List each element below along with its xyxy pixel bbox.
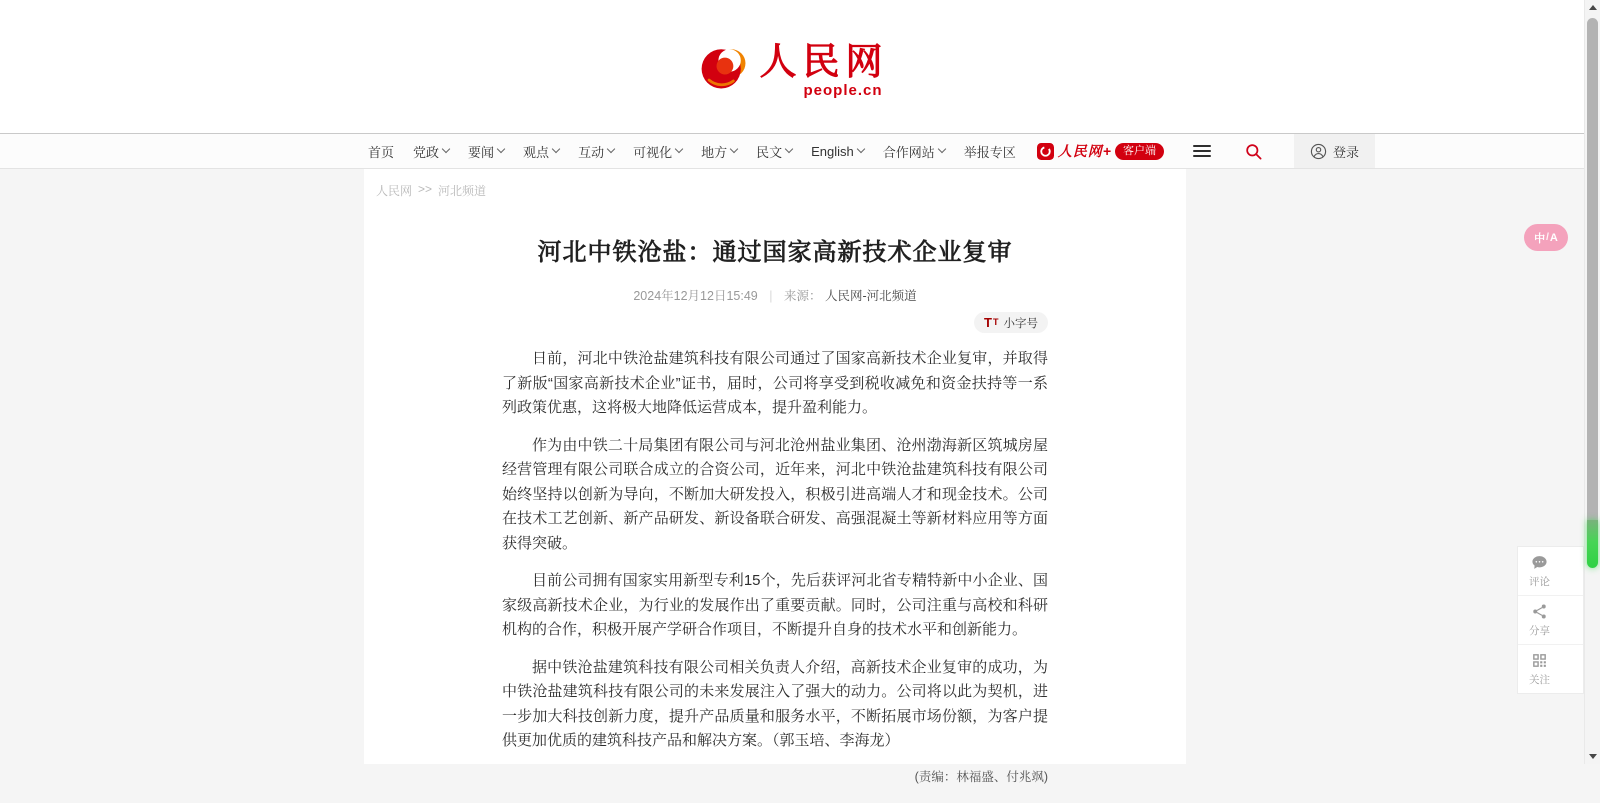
paragraph: 据中铁沧盐建筑科技有限公司相关负责人介绍，高新技术企业复审的成功，为中铁沧盐建筑科技有限公司的未来发展注入了强大的动力。公司将以此为契机，进一步加大科技创新力度，提升产品质量和服务水平，不断拓展市场份额，为客户提供更加优质的建筑科技产品和解决方案。（郭玉培、李海龙）: [502, 658, 1048, 749]
article-body: [502, 347, 1048, 754]
app-badge-tag: 客户端: [1115, 143, 1164, 160]
chevron-down-icon: [607, 145, 615, 153]
people-app-icon: [1037, 143, 1054, 160]
people-cn-logo[interactable]: [696, 39, 889, 99]
chevron-down-icon: [785, 145, 793, 153]
logo-subtitle: people.cn: [803, 81, 883, 99]
chevron-down-icon: [938, 145, 946, 153]
chevron-down-icon: [730, 145, 738, 153]
nav-item-local[interactable]: 地方: [701, 142, 737, 161]
chevron-down-icon: [857, 145, 865, 153]
scroll-progress-indicator: [1587, 520, 1598, 568]
font-size-label: 小字号: [1003, 317, 1038, 330]
search-icon: [1244, 142, 1263, 161]
login-label: 登录: [1332, 144, 1359, 160]
nav-item-opinion[interactable]: 观点: [523, 142, 559, 161]
main-nav: [0, 133, 1600, 169]
chevron-down-icon: [552, 145, 560, 153]
search-button[interactable]: [1244, 142, 1263, 161]
article-date: 2024年12月12日15:49: [633, 289, 758, 303]
floating-toolbar: [1517, 546, 1584, 694]
nav-item-party[interactable]: 党政: [413, 142, 449, 161]
app-client-badge[interactable]: [1037, 141, 1164, 161]
editor-note: (责编：林福盛、付兆飒): [914, 769, 1048, 784]
down-arrow-icon: [1589, 754, 1597, 759]
content-area: [364, 169, 1186, 784]
source-label: 来源：: [783, 289, 822, 303]
qr-code-icon: [1531, 652, 1548, 669]
nav-item-english[interactable]: English: [811, 144, 864, 159]
source-link[interactable]: 人民网-河北频道: [824, 289, 917, 303]
article: [502, 232, 1048, 803]
people-cn-logo-icon: [696, 39, 752, 95]
nav-item-home[interactable]: 首页: [368, 144, 395, 160]
nav-item-partner-sites[interactable]: 合作网站: [883, 142, 945, 161]
scrollbar-thumb[interactable]: [1587, 18, 1598, 520]
scrollbar[interactable]: [1584, 0, 1600, 764]
breadcrumb-section[interactable]: 河北频道: [438, 184, 487, 198]
article-meta: [502, 286, 1048, 304]
nav-item-report-zone[interactable]: 举报专区: [963, 144, 1016, 160]
follow-button[interactable]: 关注: [1518, 644, 1583, 693]
meta-divider: |: [769, 289, 773, 303]
chevron-down-icon: [675, 145, 683, 153]
chevron-down-icon: [442, 145, 450, 153]
login-button[interactable]: [1294, 134, 1375, 168]
app-badge-name: 人民网+: [1057, 143, 1112, 159]
comment-button[interactable]: 评论: [1518, 547, 1583, 595]
share-icon: [1531, 603, 1548, 620]
share-button[interactable]: 分享: [1518, 595, 1583, 644]
menu-icon[interactable]: [1191, 141, 1213, 161]
chevron-down-icon: [497, 145, 505, 153]
font-size-icon: T: [984, 315, 992, 330]
breadcrumb-separator: >>: [418, 182, 433, 196]
breadcrumb: [364, 169, 1186, 199]
translate-button[interactable]: 中 / A: [1524, 224, 1568, 251]
paragraph: 日前，河北中铁沧盐建筑科技有限公司通过了国家高新技术企业复审，并取得了新版“国家高新技术企业”证书，届时，公司将享受到税收减免和资金扶持等一系列政策优惠，这将极大地降低运营成本，提升盈利能力。: [502, 350, 1048, 416]
nav-item-news[interactable]: 要闻: [468, 142, 504, 161]
scroll-down-button[interactable]: [1585, 748, 1600, 764]
nav-item-minority-language[interactable]: 民文: [756, 142, 792, 161]
logo-title: 人民网: [759, 38, 889, 83]
up-arrow-icon: [1589, 5, 1597, 10]
nav-item-interact[interactable]: 互动: [578, 142, 614, 161]
font-size-widget[interactable]: T T 小字号: [974, 312, 1048, 333]
nav-item-visual[interactable]: 可视化: [633, 142, 682, 161]
breadcrumb-root[interactable]: 人民网: [376, 184, 413, 198]
user-icon: [1310, 143, 1327, 160]
paragraph: 目前公司拥有国家实用新型专利15个，先后获评河北省专精特新中小企业、国家级高新技术企业，为行业的发展作出了重要贡献。同时，公司注重与高校和科研机构的合作，积极开展产学研合作项目，不断提升自身的技术水平和创新能力。: [502, 572, 1048, 638]
scroll-up-button[interactable]: [1585, 0, 1600, 16]
site-header: [0, 0, 1584, 133]
paragraph: 作为由中铁二十局集团有限公司与河北沧州盐业集团、沧州渤海新区筑城房屋经营管理有限公司联合成立的合资公司，近年来，河北中铁沧盐建筑科技有限公司始终坚持以创新为导向，不断加大研发投入，积极引进高端人才和现金技术。公司在技术工艺创新、新产品研发、新设备联合研发、高强混凝土等新材料应用等方面获得突破。: [502, 436, 1048, 552]
comment-icon: [1531, 554, 1548, 571]
article-title: 河北中铁沧盐：通过国家高新技术企业复审: [537, 239, 1013, 266]
